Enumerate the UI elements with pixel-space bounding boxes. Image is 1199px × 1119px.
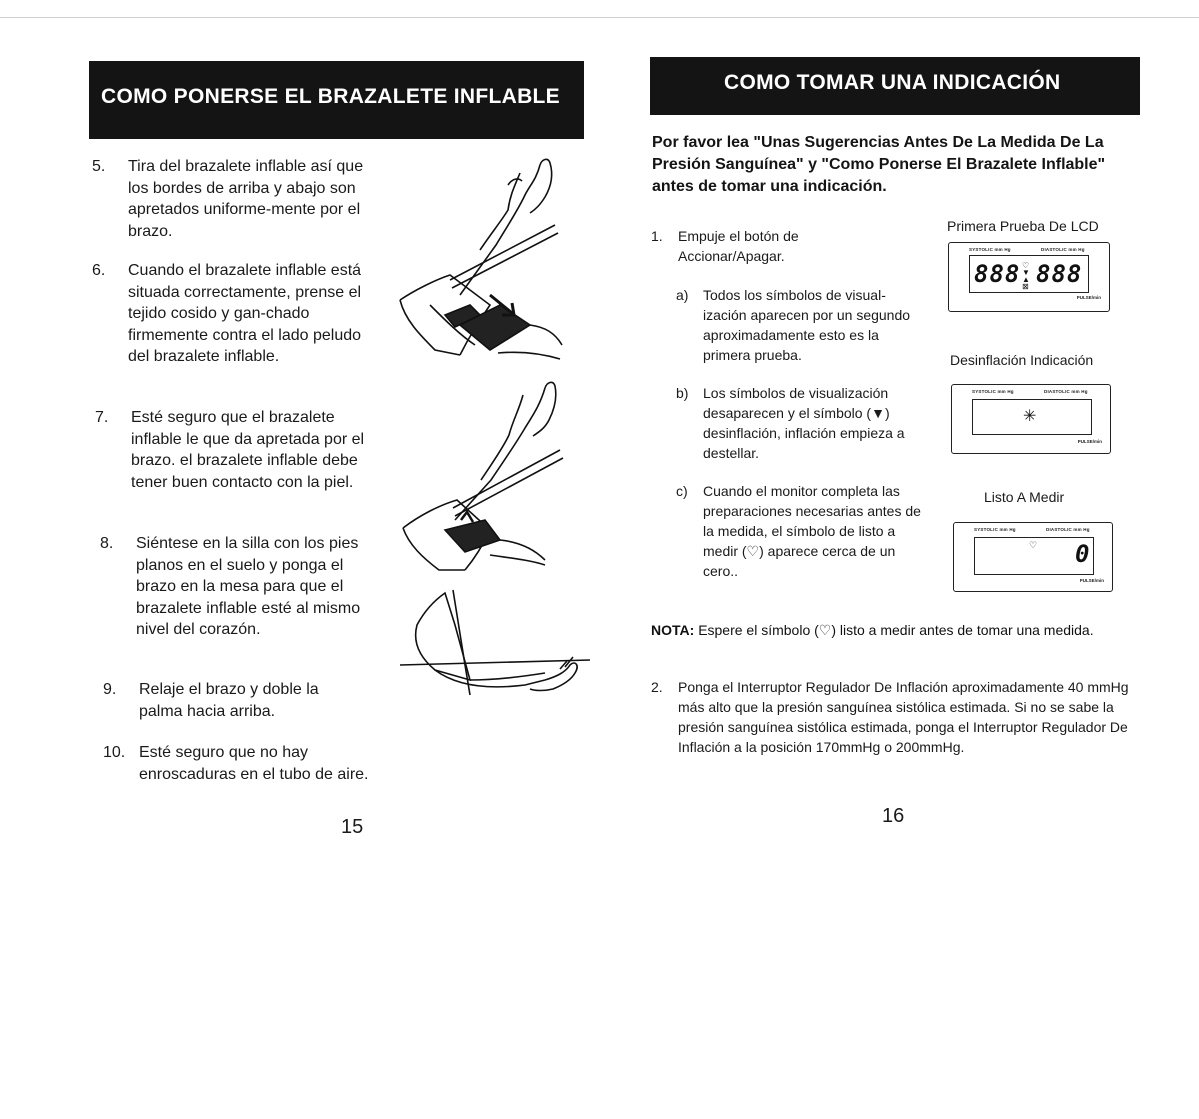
step-1-text: Empuje el botón de Accionar/Apagar.: [678, 228, 799, 264]
lcd1-systolic-label: SYSTOLIC mm Hg: [969, 247, 1011, 252]
cuff-press-illustration: [395, 380, 570, 580]
lcd3-caption: Listo A Medir: [984, 489, 1065, 505]
note-label: NOTA:: [651, 622, 695, 638]
step-7-number: 7.: [95, 409, 109, 426]
lcd2-window: [972, 399, 1092, 435]
left-banner: [89, 61, 584, 139]
substep-b-label: b): [676, 385, 689, 401]
lcd-deflation: [951, 384, 1111, 454]
step-8-number: 8.: [100, 535, 114, 552]
substep-b-text: Los símbolos de visualización desaparecen y el símbolo (▼) desinflación, inflación empieza a destellar.: [703, 385, 905, 461]
lcd1-symbols-icon: ♡ ▼ ▲ ⊠: [1022, 261, 1030, 291]
substep-a-label: a): [676, 287, 689, 303]
step-2-text: Ponga el Interruptor Regulador De Inflación aproximadamente 40 mmHg más alto que la presión sanguínea sistólica estimada. Si no se sabe la presión sanguínea sistólica estimada, ponga el Interruptor Regulador De Inflación a la posición 170mmHg o 200mmHg.: [678, 679, 1129, 755]
right-page-number: 16: [882, 805, 905, 827]
left-banner-title: COMO PONERSE EL BRAZALETE INFLABLE: [101, 85, 560, 108]
lcd3-ready-digit: 0: [1075, 540, 1090, 568]
lcd3-systolic-label: SYSTOLIC mm Hg: [974, 527, 1016, 532]
substep-a-text: Todos los símbolos de visual-ización aparecen por un segundo aproximadamente esto es la primera prueba.: [703, 287, 911, 363]
lcd2-diastolic-label: DIASTOLIC mm Hg: [1044, 389, 1088, 394]
right-banner: [650, 57, 1140, 115]
right-banner-title: COMO TOMAR UNA INDICACIÓN: [724, 71, 1061, 94]
step-5-text: Tira del brazalete inflable así que los bordes de arriba y abajo son apretados uniforme-mente por el brazo.: [128, 158, 364, 240]
step-5-number: 5.: [92, 158, 106, 175]
ready-heart-icon: ♡: [1029, 540, 1038, 550]
lcd2-caption: Desinflación Indicación: [950, 352, 1094, 368]
substep-c-label: c): [676, 483, 688, 499]
step-6-text: Cuando el brazalete inflable está situada correctamente, prense el tejido cosido y gan-chado firmemente contra el lado peludo del brazalete inflable.: [128, 262, 362, 365]
cuff-tighten-illustration: [390, 155, 570, 370]
lcd1-digits-right: 888: [1036, 260, 1083, 288]
step-1-number: 1.: [651, 228, 663, 244]
arm-on-table-illustration: [395, 585, 595, 705]
step-6-number: 6.: [92, 262, 106, 279]
lcd1-pulse-label: PULSE/min: [1076, 295, 1101, 300]
left-page-number: 15: [341, 816, 364, 838]
top-rule: [0, 17, 1199, 18]
lcd1-digits-left: 888: [974, 260, 1021, 288]
intro-paragraph: Por favor lea "Unas Sugerencias Antes De La Medida De La Presión Sanguínea" y "Como Ponerse El Brazalete Inflable" antes de tomar una indicación.: [652, 134, 1106, 195]
step-2-number: 2.: [651, 679, 663, 695]
step-10-text: Esté seguro que no hay enroscaduras en el tubo de aire.: [139, 744, 369, 783]
step-7-text: Esté seguro que el brazalete inflable le que da apretada por el brazo. el brazalete inflable debe tener buen contacto con la piel.: [131, 409, 365, 491]
lcd1-window: [969, 255, 1089, 293]
lcd1-caption: Primera Prueba De LCD: [947, 218, 1099, 234]
flashing-deflate-icon: ✳: [1023, 408, 1037, 425]
lcd3-window: [974, 537, 1094, 575]
note-text: Espere el símbolo (♡) listo a medir antes de tomar una medida.: [698, 622, 1094, 638]
step-9-number: 9.: [103, 681, 117, 698]
lcd1-diastolic-label: DIASTOLIC mm Hg: [1041, 247, 1085, 252]
step-10-number: 10.: [103, 744, 126, 761]
lcd-first-test: [948, 242, 1110, 312]
lcd2-systolic-label: SYSTOLIC mm Hg: [972, 389, 1014, 394]
note: [651, 620, 1121, 640]
step-8-text: Siéntese en la silla con los pies planos en el suelo y ponga el brazo en la mesa para que el brazalete inflable esté al mismo nivel del corazón.: [136, 535, 361, 638]
lcd-ready: [953, 522, 1113, 592]
step-9-text: Relaje el brazo y doble la palma hacia arriba.: [139, 681, 319, 720]
lcd3-diastolic-label: DIASTOLIC mm Hg: [1046, 527, 1090, 532]
lcd3-pulse-label: PULSE/min: [1079, 578, 1104, 583]
lcd2-pulse-label: PULSE/min: [1077, 439, 1102, 444]
substep-c-text: Cuando el monitor completa las preparaciones necesarias antes de la medida, el símbolo de listo a medir (♡) aparece cerca de un cero..: [703, 483, 921, 579]
